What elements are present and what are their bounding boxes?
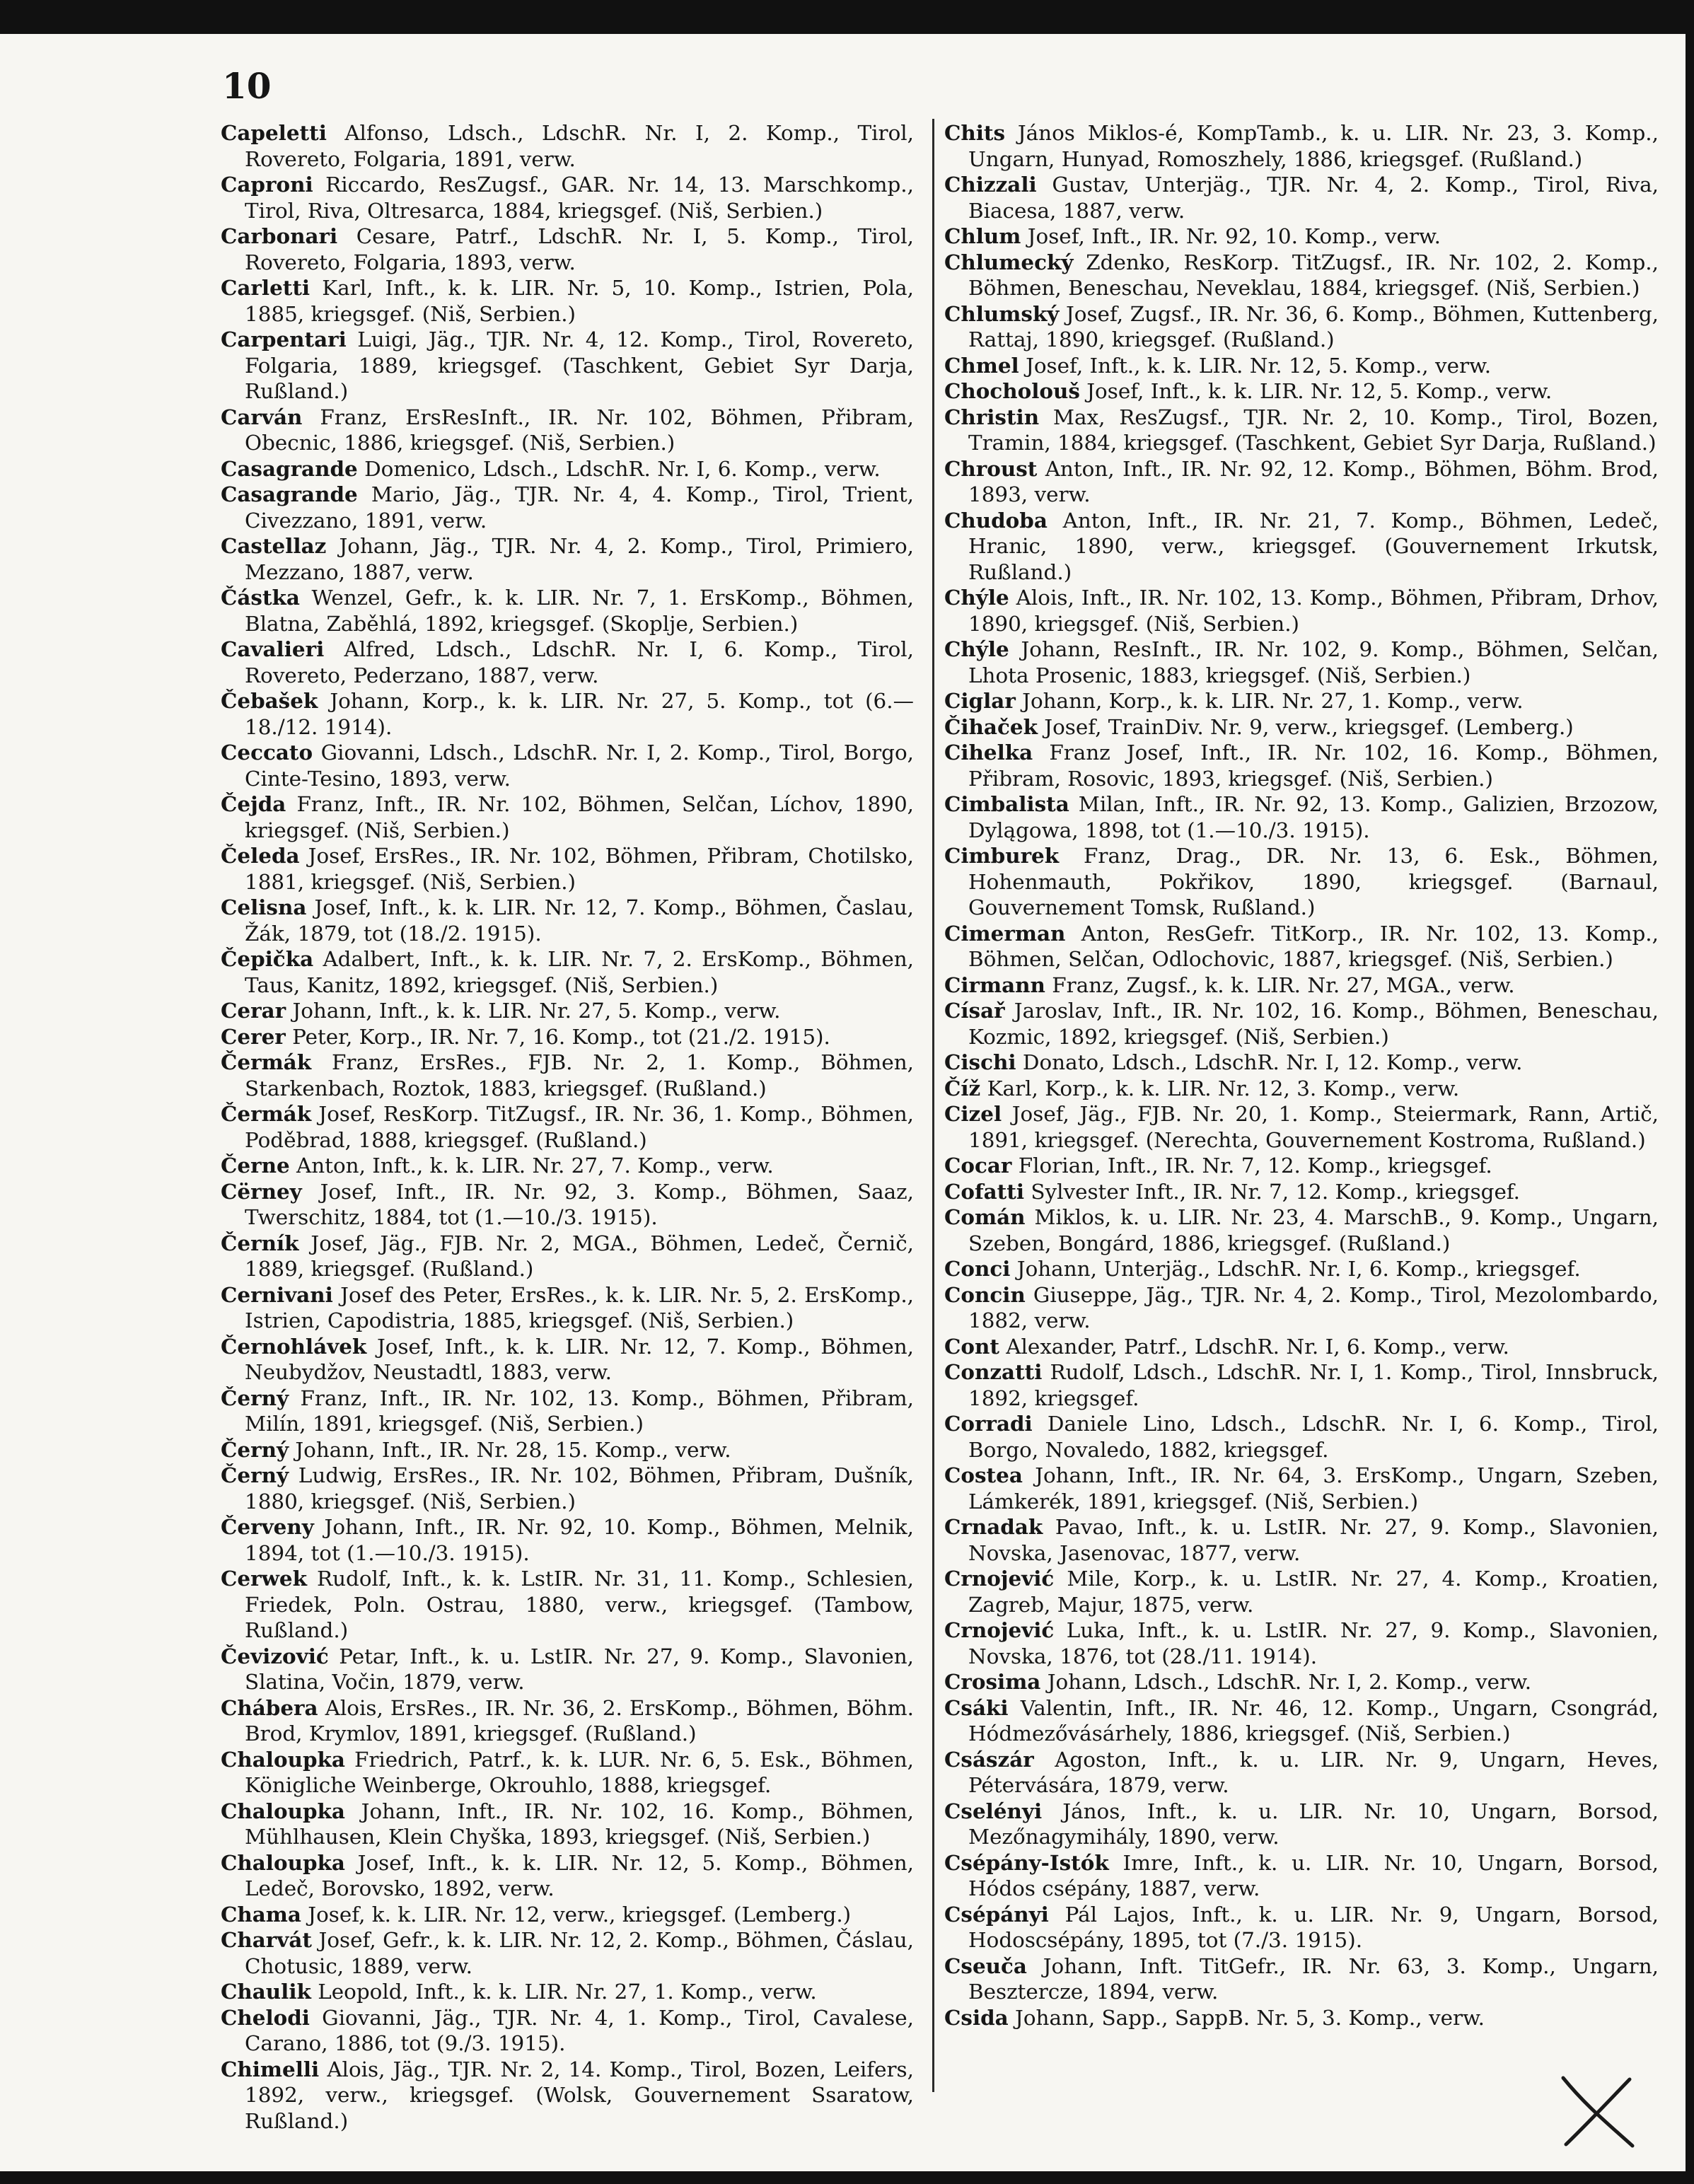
entry-details: Luigi, Jäg., TJR. Nr. 4, 12. Komp., Tirol, Rovereto, Folgaria, 1889, kriegsgef. (Taschkent, Gebiet Syr Darja, Rußland.) bbox=[245, 327, 914, 403]
register-entry bbox=[944, 1101, 1659, 1153]
entry-surname: Crnojević bbox=[944, 1566, 1055, 1591]
entry-details: Josef, Inft., k. k. LIR. Nr. 12, 5. Komp., Böhmen, Ledeč, Borovsko, 1892, verw. bbox=[245, 1850, 915, 1900]
register-entry bbox=[221, 998, 914, 1024]
register-entry bbox=[944, 585, 1659, 637]
register-entry bbox=[221, 456, 914, 482]
entry-surname: Cirmann bbox=[944, 972, 1045, 997]
register-entry bbox=[944, 1617, 1659, 1669]
entry-surname: Čebašek bbox=[221, 688, 318, 713]
register-entry bbox=[944, 688, 1659, 714]
register-entry bbox=[944, 1282, 1659, 1334]
entry-details: Anton, Inft., IR. Nr. 92, 12. Komp., Böhmen, Böhm. Brod, 1893, verw. bbox=[968, 456, 1659, 506]
entry-surname: Ceccato bbox=[221, 740, 313, 765]
register-entry bbox=[221, 2005, 914, 2057]
entry-details: Johann, Korp., k. k. LIR. Nr. 27, 1. Komp., verw. bbox=[1022, 689, 1524, 713]
entry-details: Zdenko, ResKorp. TitZugsf., IR. Nr. 102, 2. Komp., Böhmen, Beneschau, Neveklau, 1884, kriegsgef. (Niš, Serbien.) bbox=[968, 250, 1659, 300]
entry-details: Franz Josef, Inft., IR. Nr. 102, 16. Komp., Böhmen, Přibram, Rosovic, 1893, kriegsgef. (Niš, Serbien.) bbox=[968, 740, 1659, 791]
entry-surname: Conzatti bbox=[944, 1359, 1043, 1384]
entry-details: Johann, Sapp., SappB. Nr. 5, 3. Komp., verw. bbox=[1015, 2005, 1485, 2030]
entry-surname: Chlumecký bbox=[944, 249, 1074, 274]
register-entry bbox=[944, 1902, 1659, 1953]
entry-details: Johann, Inft., k. k. LIR. Nr. 27, 5. Komp., verw. bbox=[292, 999, 781, 1023]
register-entry bbox=[221, 120, 914, 172]
register-entry bbox=[944, 843, 1659, 921]
entry-details: Josef, Inft., k. k. LIR. Nr. 12, 5. Komp., verw. bbox=[1086, 379, 1553, 403]
register-entry bbox=[221, 1437, 914, 1463]
entry-details: Alois, Jäg., TJR. Nr. 2, 14. Komp., Tirol, Bozen, Leifers, 1892, verw., kriegsgef. (Wolsk, Gouvernement Ssaratow, Rußland.) bbox=[245, 2057, 914, 2133]
register-entry bbox=[221, 275, 914, 327]
scan-border-right bbox=[1686, 0, 1694, 2184]
entry-surname: Chelodi bbox=[221, 2004, 310, 2030]
entry-surname: Carletti bbox=[221, 275, 311, 300]
register-entry bbox=[221, 1902, 914, 1928]
entry-surname: Čepička bbox=[221, 946, 314, 971]
entry-surname: Chlum bbox=[944, 223, 1021, 248]
entry-surname: Cimburek bbox=[944, 843, 1060, 868]
right-column bbox=[944, 120, 1659, 2031]
entry-surname: Christin bbox=[944, 404, 1040, 429]
register-entry bbox=[221, 688, 914, 740]
entry-surname: Capeletti bbox=[221, 120, 327, 145]
entry-details: Josef, k. k. LIR. Nr. 12, verw., kriegsgef. (Lemberg.) bbox=[308, 1902, 852, 1927]
entry-details: Cesare, Patrf., LdschR. Nr. I, 5. Komp., Tirol, Rovereto, Folgaria, 1893, verw. bbox=[245, 224, 914, 274]
register-entry bbox=[944, 378, 1659, 405]
register-entry bbox=[221, 1463, 914, 1514]
register-entry bbox=[944, 1050, 1659, 1076]
register-entry bbox=[221, 1024, 914, 1050]
entry-details: Peter, Korp., IR. Nr. 7, 16. Komp., tot (21./2. 1915). bbox=[292, 1024, 830, 1049]
entry-surname: Cofatti bbox=[944, 1178, 1024, 1204]
entry-details: Josef, Inft., IR. Nr. 92, 10. Komp., verw. bbox=[1027, 224, 1441, 248]
entry-surname: Chama bbox=[221, 1901, 301, 1927]
register-entry bbox=[944, 1411, 1659, 1463]
entry-details: Josef, ResKorp. TitZugsf., IR. Nr. 36, 1. Komp., Böhmen, Poděbrad, 1888, kriegsgef. (Rußland.) bbox=[245, 1102, 914, 1152]
entry-surname: Černe bbox=[221, 1153, 290, 1178]
entry-details: Riccardo, ResZugsf., GAR. Nr. 14, 13. Marschkomp., Tirol, Riva, Oltresarca, 1884, kriegsgef. (Niš, Serbien.) bbox=[245, 173, 914, 223]
entry-details: Franz, ErsResInft., IR. Nr. 102, Böhmen, Přibram, Obecnic, 1886, kriegsgef. (Niš, Serbien.) bbox=[245, 405, 914, 455]
scan-border-top bbox=[0, 0, 1694, 34]
entry-surname: Chlumský bbox=[944, 301, 1060, 326]
entry-surname: Cselényi bbox=[944, 1798, 1043, 1823]
entry-surname: Celisna bbox=[221, 895, 307, 919]
entry-surname: Cerwek bbox=[221, 1566, 307, 1591]
register-entry bbox=[944, 172, 1659, 223]
scan-border-bottom bbox=[0, 2171, 1694, 2184]
entry-surname: Chimelli bbox=[221, 2056, 320, 2081]
entry-surname: Csépány-Istók bbox=[944, 1849, 1109, 1875]
entry-details: Josef, Inft., IR. Nr. 92, 3. Komp., Böhmen, Saaz, Twerschitz, 1884, tot (1.—10./3. 1915). bbox=[245, 1179, 915, 1229]
entry-surname: Cërney bbox=[221, 1178, 302, 1204]
entry-surname: Chaloupka bbox=[221, 1746, 345, 1772]
register-entry bbox=[221, 172, 914, 223]
entry-details: János Miklos-é, KompTamb., k. u. LIR. Nr. 23, 3. Komp., Ungarn, Hunyad, Romoszhely, 1886, kriegsgef. (Rußland.) bbox=[968, 121, 1659, 171]
entry-details: Anton, ResGefr. TitKorp., IR. Nr. 102, 13. Komp., Böhmen, Selčan, Odlochovic, 1887, kriegsgef. (Niš, Serbien.) bbox=[968, 921, 1659, 971]
entry-details: Imre, Inft., k. u. LIR. Nr. 10, Ungarn, Borsod, Hódos csépány, 1887, verw. bbox=[968, 1850, 1659, 1900]
entry-details: Franz, Inft., IR. Nr. 102, Böhmen, Selčan, Líchov, 1890, kriegsgef. (Niš, Serbien.) bbox=[245, 792, 914, 842]
entry-surname: Chýle bbox=[944, 585, 1009, 610]
entry-surname: Casagrande bbox=[221, 455, 358, 481]
entry-details: Josef, TrainDiv. Nr. 9, verw., kriegsgef. (Lemberg.) bbox=[1044, 714, 1574, 739]
entry-details: Giuseppe, Jäg., TJR. Nr. 4, 2. Komp., Tirol, Mezolombardo, 1882, verw. bbox=[968, 1282, 1659, 1332]
entry-surname: Čihaček bbox=[944, 714, 1038, 739]
entry-details: Sylvester Inft., IR. Nr. 7, 12. Komp., kriegsgef. bbox=[1031, 1179, 1521, 1204]
register-entry bbox=[944, 1799, 1659, 1850]
entry-details: Johann, Inft., IR. Nr. 28, 15. Komp., verw. bbox=[295, 1437, 731, 1462]
entry-surname: Crosima bbox=[944, 1669, 1041, 1694]
entry-surname: Casagrande bbox=[221, 482, 358, 506]
register-entry bbox=[944, 1204, 1659, 1256]
entry-details: Mario, Jäg., TJR. Nr. 4, 4. Komp., Tirol, Trient, Civezzano, 1891, verw. bbox=[245, 482, 915, 533]
entry-details: Franz, Drag., DR. Nr. 13, 6. Esk., Böhmen, Hohenmauth, Pokřikov, 1890, kriegsgef. (Barnaul, Gouvernement Tomsk, Rußland.) bbox=[968, 844, 1659, 919]
entry-details: Petar, Inft., k. u. LstIR. Nr. 27, 9. Komp., Slavonien, Slatina, Vočin, 1879, verw. bbox=[245, 1644, 914, 1694]
entry-surname: Cavalieri bbox=[221, 637, 325, 661]
entry-surname: Chits bbox=[944, 120, 1006, 145]
entry-surname: Černohlávek bbox=[221, 1333, 367, 1359]
register-entry bbox=[221, 1695, 914, 1747]
entry-details: Max, ResZugsf., TJR. Nr. 2, 10. Komp., Tirol, Bozen, Tramin, 1884, kriegsgef. (Taschkent, Gebiet Syr Darja, Rußland.) bbox=[968, 405, 1659, 455]
entry-details: Alfonso, Ldsch., LdschR. Nr. I, 2. Komp., Tirol, Rovereto, Folgaria, 1891, verw. bbox=[245, 121, 915, 171]
entry-surname: Cimbalista bbox=[944, 791, 1069, 816]
register-entry bbox=[944, 1256, 1659, 1282]
register-entry bbox=[221, 843, 914, 895]
entry-details: Giovanni, Jäg., TJR. Nr. 4, 1. Komp., Tirol, Cavalese, Carano, 1886, tot (9./3. 1915). bbox=[245, 2005, 914, 2055]
register-entry bbox=[944, 301, 1659, 353]
register-entry bbox=[944, 405, 1659, 456]
entry-details: Friedrich, Patrf., k. k. LUR. Nr. 6, 5. Esk., Böhmen, Königliche Weinberge, Okrouhlo, 1888, kriegsgef. bbox=[245, 1747, 914, 1797]
entry-details: Josef, Jäg., FJB. Nr. 20, 1. Komp., Steiermark, Rann, Artič, 1891, kriegsgef. (Nerechta, Gouvernement Kostroma, Rußland.) bbox=[968, 1102, 1659, 1152]
entry-details: Josef, Jäg., FJB. Nr. 2, MGA., Böhmen, Ledeč, Černič, 1889, kriegsgef. (Rußland.) bbox=[245, 1231, 914, 1281]
entry-surname: Císař bbox=[944, 998, 1005, 1023]
register-entry bbox=[221, 1334, 914, 1386]
entry-surname: Charvát bbox=[221, 1927, 312, 1952]
entry-surname: Concin bbox=[944, 1282, 1026, 1307]
register-entry bbox=[221, 223, 914, 275]
register-entry bbox=[221, 1566, 914, 1644]
register-entry bbox=[221, 1153, 914, 1179]
entry-details: Adalbert, Inft., k. k. LIR. Nr. 7, 2. ErsKomp., Böhmen, Taus, Kanitz, 1892, kriegsgef. (Niš, Serbien.) bbox=[245, 947, 915, 997]
entry-details: Jaroslav, Inft., IR. Nr. 102, 16. Komp., Böhmen, Beneschau, Kozmic, 1892, kriegsgef. (Niš, Serbien.) bbox=[968, 999, 1659, 1049]
entry-surname: Comán bbox=[944, 1204, 1026, 1229]
entry-surname: Chocholouš bbox=[944, 378, 1080, 403]
entry-surname: Černý bbox=[221, 1436, 289, 1462]
entry-details: Mile, Korp., k. u. LstIR. Nr. 27, 4. Komp., Kroatien, Zagreb, Majur, 1875, verw. bbox=[968, 1567, 1659, 1617]
entry-surname: Číž bbox=[944, 1075, 981, 1100]
handwritten-x-mark bbox=[1556, 2072, 1641, 2150]
register-entry bbox=[221, 1927, 914, 1979]
entry-details: Daniele Lino, Ldsch., LdschR. Nr. I, 6. Komp., Tirol, Borgo, Novaledo, 1882, kriegsgef. bbox=[968, 1412, 1659, 1462]
register-entry bbox=[944, 1953, 1659, 2005]
entry-details: Josef, ErsRes., IR. Nr. 102, Böhmen, Přibram, Chotilsko, 1881, kriegsgef. (Niš, Serbien.) bbox=[245, 844, 915, 894]
entry-details: Leopold, Inft., k. k. LIR. Nr. 27, 1. Komp., verw. bbox=[318, 1980, 817, 2004]
register-entry bbox=[221, 1179, 914, 1231]
entry-details: Florian, Inft., IR. Nr. 7, 12. Komp., kriegsgef. bbox=[1018, 1154, 1492, 1178]
entry-surname: Corradi bbox=[944, 1411, 1033, 1436]
entry-details: Alois, ErsRes., IR. Nr. 36, 2. ErsKomp., Böhmen, Böhm. Brod, Krymlov, 1891, kriegsgef. (Rußland.) bbox=[245, 1695, 915, 1746]
entry-details: Josef, Inft., k. k. LIR. Nr. 12, 5. Komp., verw. bbox=[1026, 353, 1492, 378]
register-entry bbox=[221, 637, 914, 688]
register-entry bbox=[944, 1566, 1659, 1617]
column-divider bbox=[932, 119, 934, 2092]
entry-surname: Caproni bbox=[221, 172, 313, 197]
register-entry bbox=[221, 1979, 914, 2005]
entry-surname: Cerar bbox=[221, 998, 286, 1023]
register-entry bbox=[944, 1359, 1659, 1411]
register-entry bbox=[944, 998, 1659, 1050]
entry-details: Luka, Inft., k. u. LstIR. Nr. 27, 9. Komp., Slavonien, Novska, 1876, tot (28./11. 1914). bbox=[968, 1618, 1659, 1668]
entry-details: Alfred, Ldsch., LdschR. Nr. I, 6. Komp., Tirol, Rovereto, Pederzano, 1887, verw. bbox=[245, 637, 915, 687]
entry-details: János, Inft., k. u. LIR. Nr. 10, Ungarn, Borsod, Mezőnagymihály, 1890, verw. bbox=[968, 1799, 1659, 1849]
register-entry bbox=[944, 120, 1659, 172]
entry-details: Miklos, k. u. LIR. Nr. 23, 4. MarschB., 9. Komp., Ungarn, Szeben, Bongárd, 1886, kriegsgef. (Rußland.) bbox=[968, 1205, 1659, 1255]
entry-surname: Cizel bbox=[944, 1101, 1002, 1126]
entry-details: Donato, Ldsch., LdschR. Nr. I, 12. Komp., verw. bbox=[1022, 1050, 1523, 1074]
register-entry bbox=[944, 456, 1659, 508]
entry-details: Valentin, Inft., IR. Nr. 46, 12. Komp., Ungarn, Csongrád, Hódmezővásárhely, 1886, kriegsgef. (Niš, Serbien.) bbox=[968, 1695, 1659, 1746]
entry-surname: Carván bbox=[221, 404, 303, 429]
entry-surname: Čermák bbox=[221, 1050, 312, 1074]
entry-details: Domenico, Ldsch., LdschR. Nr. I, 6. Komp., verw. bbox=[364, 456, 881, 481]
entry-details: Franz, Inft., IR. Nr. 102, 13. Komp., Böhmen, Přibram, Milín, 1891, kriegsgef. (Niš, Serbien.) bbox=[245, 1386, 915, 1436]
entry-details: Johann, Inft., IR. Nr. 92, 10. Komp., Böhmen, Melnik, 1894, tot (1.—10./3. 1915). bbox=[245, 1515, 915, 1565]
entry-details: Johann, Ldsch., LdschR. Nr. I, 2. Komp., verw. bbox=[1047, 1670, 1532, 1694]
entry-surname: Chýle bbox=[944, 637, 1009, 661]
entry-surname: Császár bbox=[944, 1746, 1034, 1772]
register-entry bbox=[221, 1101, 914, 1153]
register-entry bbox=[221, 585, 914, 637]
register-entry bbox=[221, 1231, 914, 1282]
register-entry bbox=[944, 1334, 1659, 1360]
register-entry bbox=[944, 740, 1659, 791]
entry-surname: Ciglar bbox=[944, 688, 1016, 713]
register-entry bbox=[944, 791, 1659, 843]
entry-surname: Csida bbox=[944, 2004, 1009, 2030]
register-entry bbox=[944, 1747, 1659, 1799]
entry-details: Johann, Unterjäg., LdschR. Nr. I, 6. Komp., kriegsgef. bbox=[1016, 1257, 1581, 1281]
entry-details: Johann, Inft. TitGefr., IR. Nr. 63, 3. Komp., Ungarn, Besztercze, 1894, verw. bbox=[968, 1953, 1659, 2004]
entry-details: Josef, Zugsf., IR. Nr. 36, 6. Komp., Böhmen, Kuttenberg, Rattaj, 1890, kriegsgef. (Rußland.) bbox=[968, 301, 1659, 352]
register-entry bbox=[221, 740, 914, 791]
entry-details: Milan, Inft., IR. Nr. 92, 13. Komp., Galizien, Brzozow, Dylągowa, 1898, tot (1.—10./3. 1915). bbox=[968, 792, 1659, 842]
entry-details: Agoston, Inft., k. u. LIR. Nr. 9, Ungarn, Heves, Pétervására, 1879, verw. bbox=[968, 1747, 1659, 1797]
register-entry bbox=[221, 895, 914, 946]
entry-details: Johann, Inft., IR. Nr. 64, 3. ErsKomp., Ungarn, Szeben, Lámkerék, 1891, kriegsgef. (Niš, Serbien.) bbox=[968, 1463, 1659, 1514]
register-entry bbox=[221, 1514, 914, 1566]
register-entry bbox=[221, 1799, 914, 1850]
register-entry bbox=[944, 1179, 1659, 1205]
entry-surname: Cernivani bbox=[221, 1282, 333, 1307]
entry-surname: Chudoba bbox=[944, 507, 1048, 533]
entry-details: Pavao, Inft., k. u. LstIR. Nr. 27, 9. Komp., Slavonien, Novska, Jasenovac, 1877, verw. bbox=[968, 1515, 1659, 1565]
entry-surname: Csáki bbox=[944, 1695, 1009, 1720]
entry-details: Johann, ResInft., IR. Nr. 102, 9. Komp., Böhmen, Selčan, Lhota Prosenic, 1883, kriegsgef. (Niš, Serbien.) bbox=[968, 637, 1659, 687]
entry-surname: Chaloupka bbox=[221, 1849, 345, 1875]
register-entry bbox=[221, 1850, 914, 1902]
entry-surname: Chizzali bbox=[944, 172, 1037, 197]
register-entry bbox=[944, 1153, 1659, 1179]
entry-surname: Chroust bbox=[944, 455, 1038, 481]
entry-details: Anton, Inft., IR. Nr. 21, 7. Komp., Böhmen, Ledeč, Hranic, 1890, verw., kriegsgef. (Gouvernement Irkutsk, Rußland.) bbox=[968, 508, 1659, 584]
entry-details: Gustav, Unterjäg., TJR. Nr. 4, 2. Komp., Tirol, Riva, Biacesa, 1887, verw. bbox=[968, 173, 1659, 223]
page-number: 10 bbox=[222, 65, 272, 107]
entry-details: Josef, Inft., k. k. LIR. Nr. 12, 7. Komp., Böhmen, Časlau, Žák, 1879, tot (18./2. 1915). bbox=[245, 895, 914, 946]
entry-details: Franz, Zugsf., k. k. LIR. Nr. 27, MGA., verw. bbox=[1052, 972, 1515, 997]
entry-surname: Částka bbox=[221, 585, 300, 610]
entry-surname: Cischi bbox=[944, 1050, 1016, 1074]
register-entry bbox=[221, 405, 914, 456]
entry-surname: Castellaz bbox=[221, 533, 327, 558]
entry-surname: Černý bbox=[221, 1463, 289, 1487]
entry-surname: Cocar bbox=[944, 1153, 1012, 1178]
entry-details: Josef, Inft., k. k. LIR. Nr. 12, 7. Komp., Böhmen, Neubydžov, Neustadtl, 1883, verw. bbox=[245, 1334, 915, 1384]
register-entry bbox=[944, 1850, 1659, 1902]
entry-surname: Černík bbox=[221, 1230, 299, 1255]
register-entry bbox=[944, 353, 1659, 379]
entry-details: Josef des Peter, ErsRes., k. k. LIR. Nr. 5, 2. ErsKomp., Istrien, Capodistria, 1885, kriegsgef. (Niš, Serbien.) bbox=[245, 1282, 915, 1332]
register-entry bbox=[221, 2057, 914, 2134]
entry-details: Johann, Inft., IR. Nr. 102, 16. Komp., Böhmen, Mühlhausen, Klein Chyška, 1893, kriegsgef. (Niš, Serbien.) bbox=[245, 1799, 914, 1849]
entry-surname: Cihelka bbox=[944, 740, 1033, 765]
left-column bbox=[221, 120, 914, 2134]
entry-surname: Červeny bbox=[221, 1514, 314, 1539]
entry-details: Johann, Jäg., TJR. Nr. 4, 2. Komp., Tirol, Primiero, Mezzano, 1887, verw. bbox=[245, 534, 915, 584]
entry-surname: Carbonari bbox=[221, 223, 338, 248]
register-entry bbox=[944, 2005, 1659, 2031]
entry-surname: Čevizović bbox=[221, 1643, 329, 1668]
register-entry bbox=[944, 1463, 1659, 1514]
entry-details: Josef, Gefr., k. k. LIR. Nr. 12, 2. Komp., Böhmen, Čáslau, Chotusic, 1889, verw. bbox=[245, 1928, 915, 1978]
entry-surname: Cont bbox=[944, 1333, 999, 1359]
entry-surname: Crnojević bbox=[944, 1617, 1055, 1642]
entry-details: Franz, ErsRes., FJB. Nr. 2, 1. Komp., Böhmen, Starkenbach, Roztok, 1883, kriegsgef. (Rußland.) bbox=[245, 1050, 914, 1100]
entry-surname: Costea bbox=[944, 1463, 1023, 1487]
register-entry bbox=[221, 1386, 914, 1437]
register-entry bbox=[944, 250, 1659, 301]
entry-details: Wenzel, Gefr., k. k. LIR. Nr. 7, 1. ErsKomp., Böhmen, Blatna, Zaběhlá, 1892, kriegsgef. (Skoplje, Serbien.) bbox=[245, 586, 914, 636]
register-entry bbox=[944, 508, 1659, 586]
register-entry bbox=[944, 1669, 1659, 1695]
register-entry bbox=[944, 921, 1659, 972]
register-entry bbox=[221, 946, 914, 998]
register-entry bbox=[944, 637, 1659, 688]
register-entry bbox=[944, 1514, 1659, 1566]
entry-surname: Čermák bbox=[221, 1101, 312, 1126]
entry-surname: Chábera bbox=[221, 1695, 318, 1720]
entry-details: Ludwig, ErsRes., IR. Nr. 102, Böhmen, Přibram, Dušník, 1880, kriegsgef. (Niš, Serbien.) bbox=[245, 1463, 914, 1514]
entry-details: Alexander, Patrf., LdschR. Nr. I, 6. Komp., verw. bbox=[1006, 1334, 1509, 1359]
entry-details: Alois, Inft., IR. Nr. 102, 13. Komp., Böhmen, Přibram, Drhov, 1890, kriegsgef. (Niš, Serbien.) bbox=[968, 586, 1659, 636]
register-entry bbox=[944, 1076, 1659, 1102]
register-entry bbox=[221, 1282, 914, 1334]
entry-details: Karl, Korp., k. k. LIR. Nr. 12, 3. Komp., verw. bbox=[987, 1076, 1460, 1100]
register-entry bbox=[221, 791, 914, 843]
register-entry bbox=[221, 1050, 914, 1101]
entry-surname: Černý bbox=[221, 1385, 289, 1410]
entry-surname: Cimerman bbox=[944, 920, 1066, 946]
entry-details: Giovanni, Ldsch., LdschR. Nr. I, 2. Komp., Tirol, Borgo, Cinte-Tesino, 1893, verw. bbox=[245, 740, 914, 791]
register-entry bbox=[221, 482, 914, 533]
entry-details: Pál Lajos, Inft., k. u. LIR. Nr. 9, Ungarn, Borsod, Hodoscsépány, 1895, tot (7./3. 1915). bbox=[968, 1902, 1659, 1952]
entry-surname: Cseuča bbox=[944, 1953, 1027, 1978]
entry-surname: Carpentari bbox=[221, 327, 347, 352]
register-entry bbox=[221, 1747, 914, 1799]
entry-surname: Čeleda bbox=[221, 843, 300, 868]
entry-surname: Cerer bbox=[221, 1023, 286, 1049]
entry-surname: Chmel bbox=[944, 352, 1019, 378]
entry-details: Rudolf, Ldsch., LdschR. Nr. I, 1. Komp., Tirol, Innsbruck, 1892, kriegsgef. bbox=[968, 1360, 1659, 1410]
register-entry bbox=[944, 223, 1659, 250]
entry-details: Johann, Korp., k. k. LIR. Nr. 27, 5. Komp., tot (6.—18./12. 1914). bbox=[245, 689, 914, 739]
entry-details: Rudolf, Inft., k. k. LstIR. Nr. 31, 11. Komp., Schlesien, Friedek, Poln. Ostrau, 1880, verw., kriegsgef. (Tambow, Rußland.) bbox=[245, 1567, 914, 1642]
entry-surname: Crnadak bbox=[944, 1514, 1043, 1539]
register-entry bbox=[221, 327, 914, 405]
register-entry bbox=[944, 1695, 1659, 1747]
register-entry bbox=[944, 714, 1659, 740]
entry-surname: Csépányi bbox=[944, 1901, 1049, 1927]
register-entry bbox=[221, 533, 914, 585]
entry-surname: Chaloupka bbox=[221, 1798, 345, 1823]
entry-details: Karl, Inft., k. k. LIR. Nr. 5, 10. Komp., Istrien, Pola, 1885, kriegsgef. (Niš, Serbien.) bbox=[245, 276, 914, 326]
entry-surname: Čejda bbox=[221, 791, 286, 816]
entry-surname: Chaulik bbox=[221, 1979, 311, 2004]
entry-surname: Conci bbox=[944, 1256, 1011, 1281]
entry-details: Anton, Inft., k. k. LIR. Nr. 27, 7. Komp., verw. bbox=[296, 1154, 774, 1178]
register-entry bbox=[221, 1644, 914, 1695]
register-entry bbox=[944, 972, 1659, 999]
